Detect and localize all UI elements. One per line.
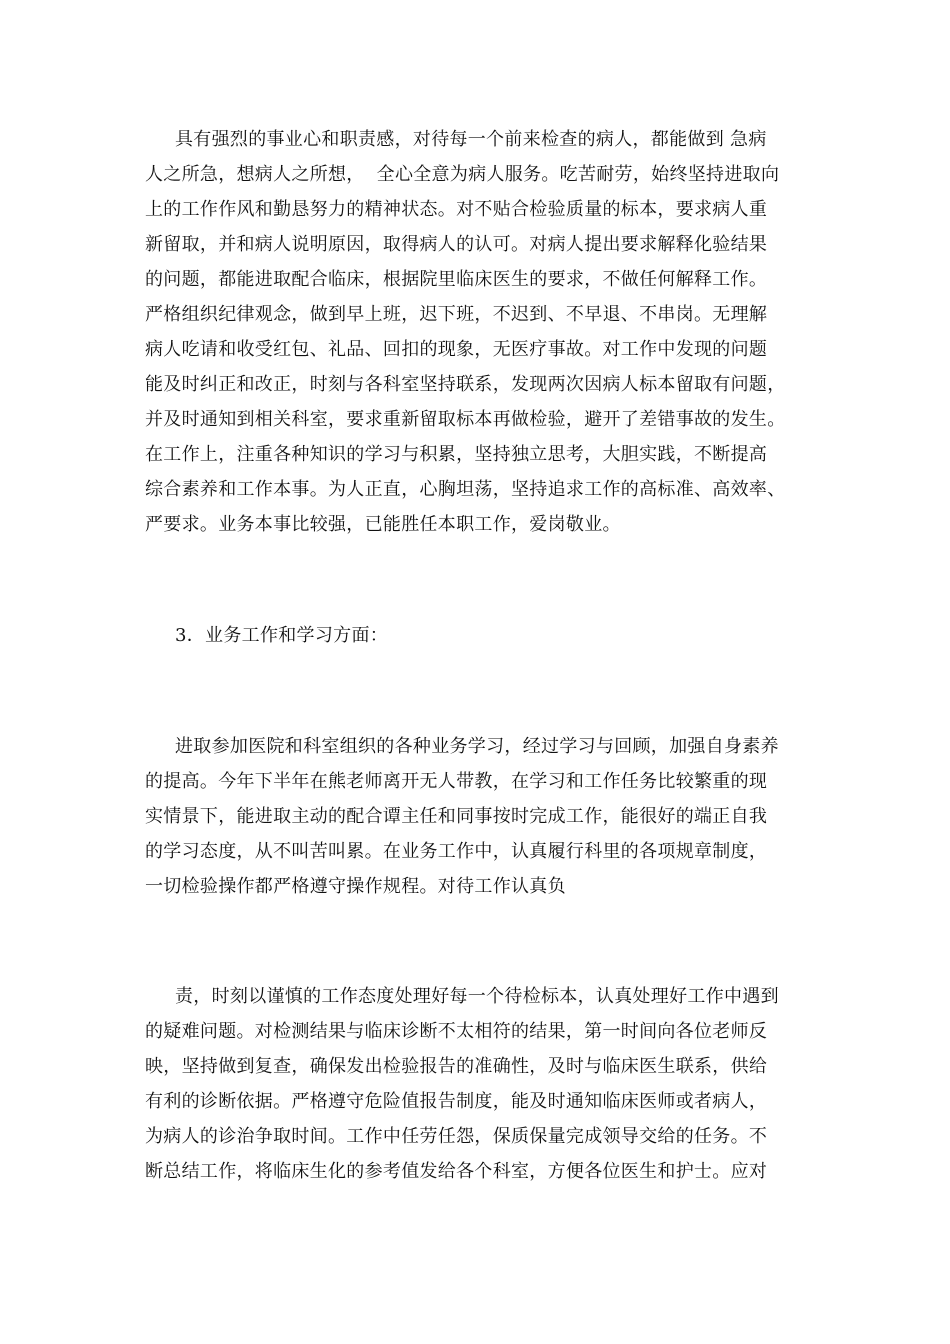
paragraph-1-line: 严要求。业务本事比较强，已能胜任本职工作，爱岗敬业。 (145, 514, 621, 535)
paragraph-3-line: 有利的诊断依据。严格遵守危险值报告制度，能及时通知临床医师或者病人， (145, 1091, 768, 1112)
paragraph-1-line: 的问题，都能进取配合临床，根据院里临床医生的要求，不做任何解释工作。 (145, 269, 768, 290)
paragraph-2-line: 的提高。今年下半年在熊老师离开无人带教，在学习和工作任务比较繁重的现 (145, 771, 768, 792)
paragraph-1-line: 人之所急，想病人之所想， 全心全意为病人服务。吃苦耐劳，始终坚持进取向 (145, 164, 780, 185)
paragraph-2-line: 的学习态度，从不叫苦叫累。在业务工作中，认真履行科里的各项规章制度， (145, 841, 768, 862)
paragraph-1-line: 综合素养和工作本事。为人正直，心胸坦荡，坚持追求工作的高标准、高效率、 (145, 479, 786, 500)
paragraph-1-line: 新留取，并和病人说明原因，取得病人的认可。对病人提出要求解释化验结果 (145, 234, 768, 255)
paragraph-1-line: 具有强烈的事业心和职责感，对待每一个前来检查的病人，都能做到 急病 (175, 129, 767, 150)
paragraph-1-line: 并及时通知到相关科室，要求重新留取标本再做检验，避开了差错事故的发生。 (145, 409, 786, 430)
paragraph-2-line: 一切检验操作都严格遵守操作规程。对待工作认真负 (145, 876, 566, 897)
paragraph-1-line: 能及时纠正和改正，时刻与各科室坚持联系，发现两次因病人标本留取有问题， (145, 374, 786, 395)
paragraph-3-line: 为病人的诊治争取时间。工作中任劳任怨，保质保量完成领导交给的任务。不 (145, 1126, 768, 1147)
paragraph-3-line: 断总结工作，将临床生化的参考值发给各个科室，方便各位医生和护士。应对 (145, 1161, 768, 1182)
paragraph-1-line: 严格组织纪律观念，做到早上班，迟下班，不迟到、不早退、不串岗。无理解 (145, 304, 768, 325)
paragraph-2-line: 实情景下，能进取主动的配合谭主任和同事按时完成工作，能很好的端正自我 (145, 806, 768, 827)
paragraph-3-line: 映，坚持做到复查，确保发出检验报告的准确性，及时与临床医生联系，供给 (145, 1056, 768, 1077)
paragraph-3-line: 的疑难问题。对检测结果与临床诊断不太相符的结果，第一时间向各位老师反 (145, 1021, 768, 1042)
paragraph-1-line: 病人吃请和收受红包、礼品、回扣的现象，无医疗事故。对工作中发现的问题 (145, 339, 768, 360)
section-heading: 3．业务工作和学习方面： (175, 625, 389, 646)
paragraph-1-line: 上的工作作风和勤恳努力的精神状态。对不贴合检验质量的标本，要求病人重 (145, 199, 768, 220)
paragraph-3-line: 责，时刻以谨慎的工作态度处理好每一个待检标本，认真处理好工作中遇到 (175, 986, 779, 1007)
paragraph-2-line: 进取参加医院和科室组织的各种业务学习，经过学习与回顾，加强自身素养 (175, 736, 779, 757)
paragraph-1-line: 在工作上，注重各种知识的学习与积累，坚持独立思考，大胆实践，不断提高 (145, 444, 768, 465)
